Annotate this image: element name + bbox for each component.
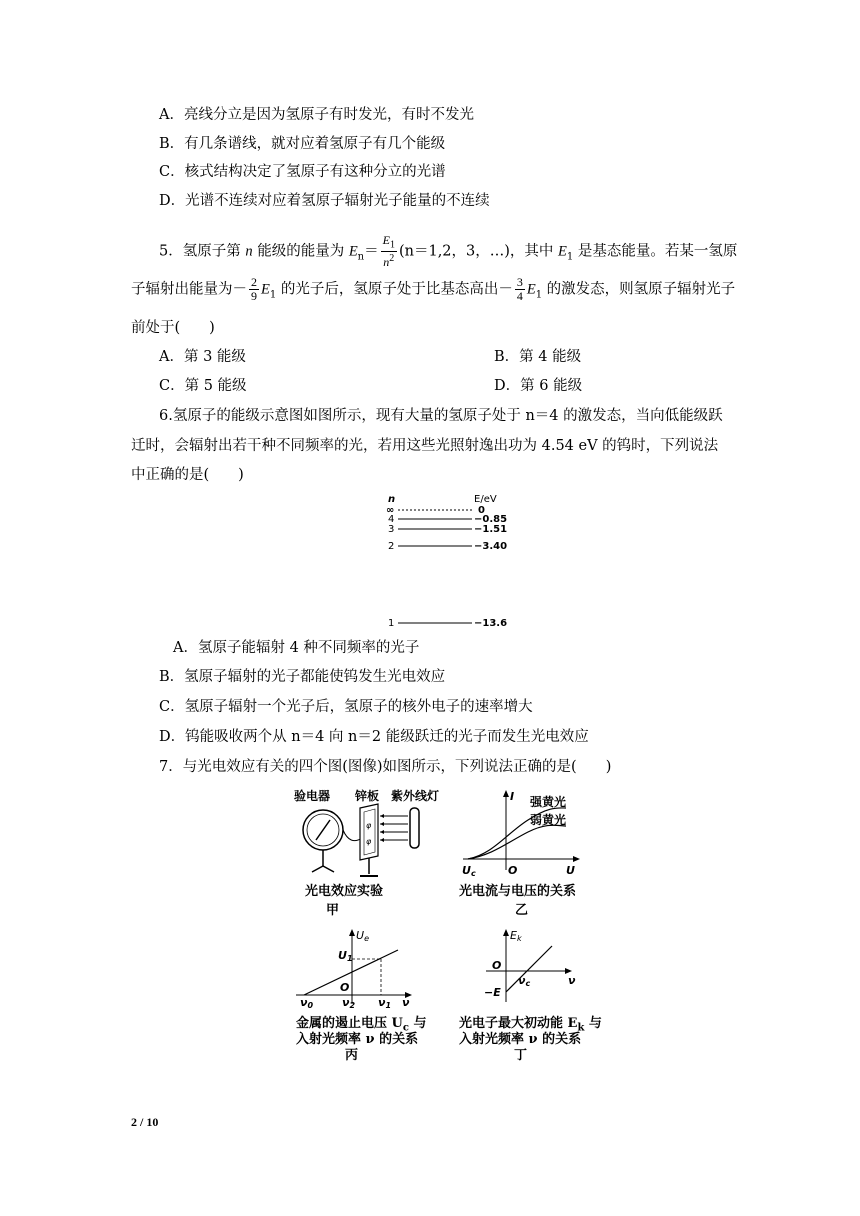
figure-yi-caption: 光电流与电压的关系 xyxy=(459,884,577,899)
ding-neg-e: −E xyxy=(484,986,501,999)
uv-lamp-label: 紫外线灯 xyxy=(391,789,440,803)
diagram-n-label: n xyxy=(388,494,396,505)
q4-option-d: D．光谱不连续对应着氢原子辐射光子能量的不连续 xyxy=(159,193,490,209)
bing-v2: ν2 xyxy=(342,996,356,1008)
level-1-e: −13.6 xyxy=(474,618,508,629)
q6-option-d: D．钨能吸收两个从 n＝4 向 n＝2 能级跃迁的光子而发生光电效应 xyxy=(159,729,589,745)
bing-v1: ν1 xyxy=(378,996,392,1008)
q6-line-2: 迁时，会辐射出若干种不同频率的光，若用这些光照射逸出功为 4.54 eV 的钨时，下列说法 xyxy=(131,438,719,454)
figure-ding-caption-2: 入射光频率 ν 的关系 xyxy=(459,1032,582,1047)
q5-option-c: C．第 5 能级 xyxy=(159,378,247,394)
bing-u1: U1 xyxy=(338,949,353,963)
figure-bing-graph xyxy=(290,926,420,1008)
ding-vc: νc xyxy=(518,974,531,988)
yi-origin: O xyxy=(508,864,518,877)
figure-ding-graph xyxy=(480,926,580,1008)
figure-jia-caption: 光电效应实验 xyxy=(305,884,384,899)
level-2-n: 2 xyxy=(388,541,395,552)
yi-axis-i: I xyxy=(510,790,515,803)
q5-line-1: 5．氢原子第 n 能级的能量为 $E_n=$ $\frac{E_1}{n^2}$ (n＝1,2，3，…)，其中 $E_1$ 是基态能量。若某一氢原 xyxy=(159,233,738,270)
figure-yi-graph xyxy=(458,788,588,878)
level-3-e: −1.51 xyxy=(474,524,508,535)
q5-fraction-2-9: $\frac{2}{9}$ xyxy=(251,275,257,303)
yi-axis-u: U xyxy=(566,864,575,877)
figure-ding-name: 丁 xyxy=(514,1048,528,1063)
zinc-plate-label: 锌板 xyxy=(355,789,380,803)
bing-origin: O xyxy=(340,981,350,994)
q6-option-a: A．氢原子能辐射 4 种不同频率的光子 xyxy=(173,640,420,656)
level-4-e: −0.85 xyxy=(474,514,508,525)
q6-line-1: 6.氢原子的能级示意图如图所示，现有大量的氢原子处于 n＝4 的激发态，当向低能级跃 xyxy=(159,408,723,424)
q6-option-c: C．氢原子辐射一个光子后，氢原子的核外电子的速率增大 xyxy=(159,699,533,715)
uv-lamp xyxy=(410,808,419,848)
q5-line-3: 前处于( ) xyxy=(131,320,215,336)
figure-ding-caption-1: 光电子最大初动能 $E_k$ 与 xyxy=(459,1016,602,1034)
q5-fraction-3-4: $\frac{3}{4}$ xyxy=(516,275,523,303)
level-inf-n: ∞ xyxy=(386,505,395,516)
figure-jia-apparatus xyxy=(290,786,440,881)
q5-option-a: A．第 3 能级 xyxy=(159,349,246,365)
page-number: 2 / 10 xyxy=(131,1115,159,1129)
figure-yi-name: 乙 xyxy=(515,903,529,918)
q5-energy-fraction: $\frac{E_1}{n^2}$ xyxy=(382,233,395,270)
diagram-e-label: E/eV xyxy=(474,494,497,505)
q5-line-2: 子辐射出能量为－ $\frac{2}{9}$ $E_1$ 的光子后，氢原子处于比基态高出－ $\frac{3}{4}$ $E_1$ 的激发态，则氢原子辐射光子 xyxy=(131,275,736,303)
weak-light-label: 弱黄光 xyxy=(530,813,567,827)
svg-text:φ: φ xyxy=(366,821,372,830)
q4-option-a: A．亮线分立是因为氢原子有时发光，有时不发光 xyxy=(159,107,474,123)
figure-bing-name: 丙 xyxy=(345,1048,359,1063)
ding-axis-x: ν xyxy=(568,974,576,987)
q7-stem: 7．与光电效应有关的四个图(图像)如图所示，下列说法正确的是( ) xyxy=(159,759,612,775)
svg-text:φ: φ xyxy=(366,837,372,846)
bing-axis-x: ν xyxy=(402,996,410,1008)
bing-axis-y: Ue xyxy=(356,929,369,943)
level-inf-e: 0 xyxy=(478,505,485,516)
figure-bing-caption-1: 金属的遏止电压 $U_c$ 与 xyxy=(296,1016,427,1034)
q5-option-b: B．第 4 能级 xyxy=(494,349,582,365)
q4-option-c: C．核式结构决定了氢原子有这种分立的光谱 xyxy=(159,164,446,180)
q4-option-b: B．有几条谱线，就对应着氢原子有几个能级 xyxy=(159,136,446,152)
q6-option-b: B．氢原子辐射的光子都能使钨发生光电效应 xyxy=(159,669,446,685)
level-2-e: −3.40 xyxy=(474,541,508,552)
ding-axis-y: Ek xyxy=(510,929,522,943)
level-3-n: 3 xyxy=(388,524,395,535)
level-4-n: 4 xyxy=(388,514,395,525)
level-1-n: 1 xyxy=(388,618,395,629)
figure-bing-caption-2: 入射光频率 ν 的关系 xyxy=(296,1032,419,1047)
ding-origin: O xyxy=(492,959,502,972)
yi-uc: Uc xyxy=(462,864,476,878)
q6-line-3: 中正确的是( ) xyxy=(131,467,244,483)
energy-level-diagram xyxy=(380,490,530,630)
electroscope-label: 验电器 xyxy=(294,789,331,803)
strong-light-label: 强黄光 xyxy=(530,795,567,809)
q5-option-d: D．第 6 能级 xyxy=(494,378,583,394)
bing-v0: ν0 xyxy=(300,996,314,1008)
figure-jia-name: 甲 xyxy=(326,903,340,918)
